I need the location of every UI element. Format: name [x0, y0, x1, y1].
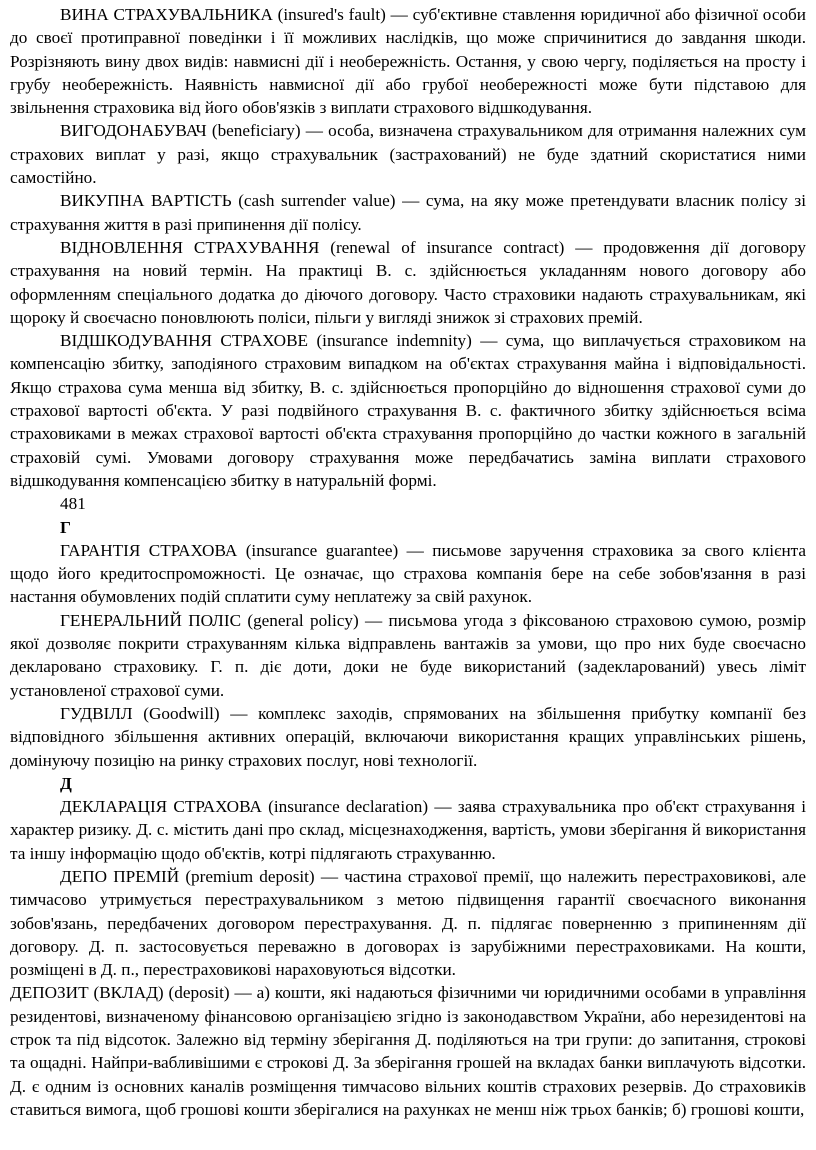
entry-garantiia-strakhova: ГАРАНТІЯ СТРАХОВА (insurance guarantee) — письмове заручення страховика за свого клієнта щодо його кредитоспроможності. Це означає, що страхова компанія бере на себе зобов'язання в разі настання обумовлених подій сплатити суму неплатежу за свій рахунок.: [10, 540, 806, 607]
entry-depozyt: ДЕПОЗИТ (ВКЛАД) (deposit) — а) кошти, які надаються фізичними чи юридичними особами в управління резидентові, визначеному фінансовою організацією згідно із законодавством України, або нерезидентові на строк та під відсоток. Залежно від терміну зберігання Д. поділяються на три групи: до запитання, строкові та ощадні. Найпри-вабливішими є строкові Д. За зберігання грошей на вкладах банки виплачують відсотки. Д. є одним із основних каналів розміщення тимчасово вільних коштів страхових резервів. До страховиків ставиться вимога, щоб грошові кошти зберігалися на рахунках не менш ніж трьох банків; б) грошові кошти,: [10, 983, 806, 1119]
page-number: 481: [60, 494, 86, 514]
section-letter-d: Д: [60, 773, 72, 793]
section-letter-g: Г: [60, 517, 71, 537]
entry-vykupna-vartist: ВИКУПНА ВАРТІСТЬ (cash surrender value) — сума, на яку може претендувати власник полісу зі страхування життя в разі припинення дії полісу.: [10, 191, 806, 234]
entry-gudvill: ГУДВІЛЛ (Goodwill) — комплекс заходів, спрямованих на збільшення прибутку компанії без відповідного збільшення активних операцій, включаючи використання кращих управлінських рішень, домінуючу позицію на ринку страхових послуг, нові технології.: [10, 703, 806, 770]
entry-generalnyi-polis: ГЕНЕРАЛЬНИЙ ПОЛІС (general policy) — письмова угода з фіксованою страховою сумою, розмір якої дозволяє покрити страхуванням кілька відправлень вантажів за умови, що про них буде своєчасно декларовано страховику. Г. п. діє доти, доки не буде використаний (задекларований) увесь ліміт установленої страхової суми.: [10, 610, 806, 700]
entry-depo-premii: ДЕПО ПРЕМІЙ (premium deposit) — частина страхової премії, що належить перестраховикові, але тимчасово утримується перестрахувальником з метою підвищення гарантії своєчасного виконання зобов'язань, передбачених договором перестрахування. Д. п. підлягає поверненню з припиненням дії договору. Д. п. застосовується переважно в договорах із зарубіжними перестраховиками. На кошти, розміщені в Д. п., перестраховикові нараховуються відсотки.: [10, 866, 806, 980]
entry-deklaratsiia-strakhova: ДЕКЛАРАЦІЯ СТРАХОВА (insurance declaration) — заява страхувальника про об'єкт страхування і характер ризику. Д. с. містить дані про склад, місцезнаходження, вартість, умови зберігання й використання та іншу інформацію щодо об'єктів, котрі підлягають страхуванню.: [10, 797, 806, 863]
entry-vygodonabuvach: ВИГОДОНАБУВАЧ (beneficiary) — особа, визначена страхувальником для отримання належних сум страхових виплат у разі, якщо страхувальник (застрахований) не буде здатний скористатися ними самостійно.: [10, 121, 806, 188]
entry-vidnovlennia-strakhuvannia: ВІДНОВЛЕННЯ СТРАХУВАННЯ (renewal of insurance contract) — продовження дії договору страхування на новий термін. На практиці В. с. здійснюється укладанням нового договору або оформленням спеціального додатка до діючого договору. Часто страховики надають страхувальникам, які щороку й своєчасно поновлюють поліси, пільги у вигляді знижок зі страхових премій.: [10, 237, 806, 327]
entry-vyna-strakhuvalnyka: ВИНА СТРАХУВАЛЬНИКА (insured's fault) — суб'єктивне ставлення юридичної або фізичної особи до своєї протиправної поведінки і її можливих наслідків, що може спричинитися до завдання шкоди. Розрізняють вину двох видів: навмисні дії і необережність. Остання, у свою чергу, поділяється на просту і грубу необережність. Наявність навмисної дії або грубої необережності може бути підставою для звільнення страховика від його обов'язків з виплати страхового відшкодування.: [10, 5, 806, 118]
entry-vidshkoduvannia-strakhove: ВІДШКОДУВАННЯ СТРАХОВЕ (insurance indemnity) — сума, що виплачується страховиком на компенсацію збитку, заподіяного страховим випадком на об'єктах страхування майна і відповідальності. Якщо страхова сума менша від збитку, В. с. здійснюється пропорційно до відношення страхової суми до страхової вартості об'єкта. У разі подвійного страхування В. с. фактичного збитку здійснюється всіма страховиками в межах страхової вартості об'єкта страхування пропорційно до частки кожного в загальній страховій сумі. Умовами договору страхування може передбачатись заміна виплати страхового відшкодування компенсацією збитку в натуральній формі.: [10, 331, 806, 490]
